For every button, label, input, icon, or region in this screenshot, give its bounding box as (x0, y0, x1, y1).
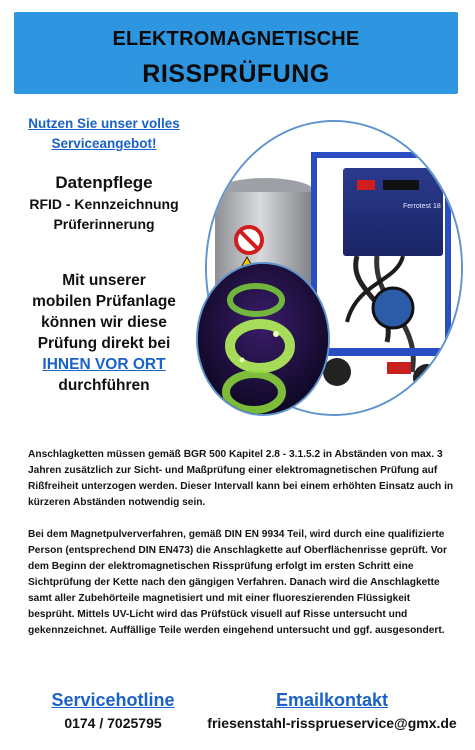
service-offer-link[interactable] (14, 114, 194, 154)
email-address: friesenstahl-rissprueservice@gmx.de (207, 715, 457, 731)
paragraph-inspection-interval: Anschlagketten müssen gemäß BGR 500 Kapitel 2.8 - 3.1.5.2 in Abständen von max. 3 Jahren zusätzlich zur Sicht- und Maßprüfung einer elektromagnetischen Prüfung auf Rißfreiheit unterzogen werden. Dieser Intervall kann bei einem erhöhten Einsatz auch in kürzeren Abständen notwendig sein. (28, 449, 454, 508)
hotline-number: 0174 / 7025795 (64, 715, 162, 731)
mobile-line-4: Prüfung direkt bei (37, 335, 171, 352)
service-offer-line-2: Serviceangebot! (51, 136, 157, 151)
uv-chain-illustration (198, 264, 328, 414)
mobile-line-1: Mit unserer (62, 272, 146, 289)
hotline-block (38, 688, 188, 734)
title-line-1: ELEKTROMAGNETISCHE (112, 28, 360, 50)
service-offer-line-1: Nutzen Sie unser volles (28, 116, 180, 131)
device-label: Ferrotest 18 (403, 203, 441, 210)
on-site-link[interactable]: IHNEN VOR ORT (42, 356, 166, 373)
paragraph-magnetic-particle-method: Bei dem Magnetpulververfahren, gemäß DIN EN 9934 Teil, wird durch eine qualifizierte Person (entsprechend DIN EN473) die Anschlagkette auf Oberflächenrisse geprüft. Vor dem Beginn der elektromagnetischen Rissprüfung erfolgt im ersten Schritt eine Sichtprüfung der Kette nach den gängigen Verfahren. Danach wird die Anschlagkette samt aller Zubehörteile magnetisiert und mit einer fluoreszierenden Flüssigkeit besprüht. Mittels UV-Licht wird das Prüfstück visuell auf Risse untersucht und gekennzeichnet. Auffällige Teile werden eingehend untersucht und ggf. ausgesondert. (28, 529, 447, 636)
email-block (198, 688, 466, 734)
mobile-service-text (14, 270, 194, 396)
mobile-line-2: mobilen Prüfanlage (32, 293, 176, 310)
title-banner (14, 12, 458, 94)
mobile-line-3: können wir diese (41, 314, 167, 331)
uv-chain-inset (196, 262, 330, 416)
left-column (14, 114, 194, 396)
feature-data-maintenance: Datenpflege (55, 173, 153, 192)
title-line-2: RISSPRÜFUNG (142, 60, 330, 88)
feature-reminder: Prüferinnerung (53, 216, 155, 232)
email-label[interactable]: Emailkontakt (275, 690, 389, 710)
feature-list (14, 172, 194, 234)
feature-rfid: RFID - Kennzeichnung (29, 196, 179, 212)
mobile-line-6: durchführen (58, 377, 150, 394)
hotline-label[interactable]: Servicehotline (51, 690, 175, 710)
